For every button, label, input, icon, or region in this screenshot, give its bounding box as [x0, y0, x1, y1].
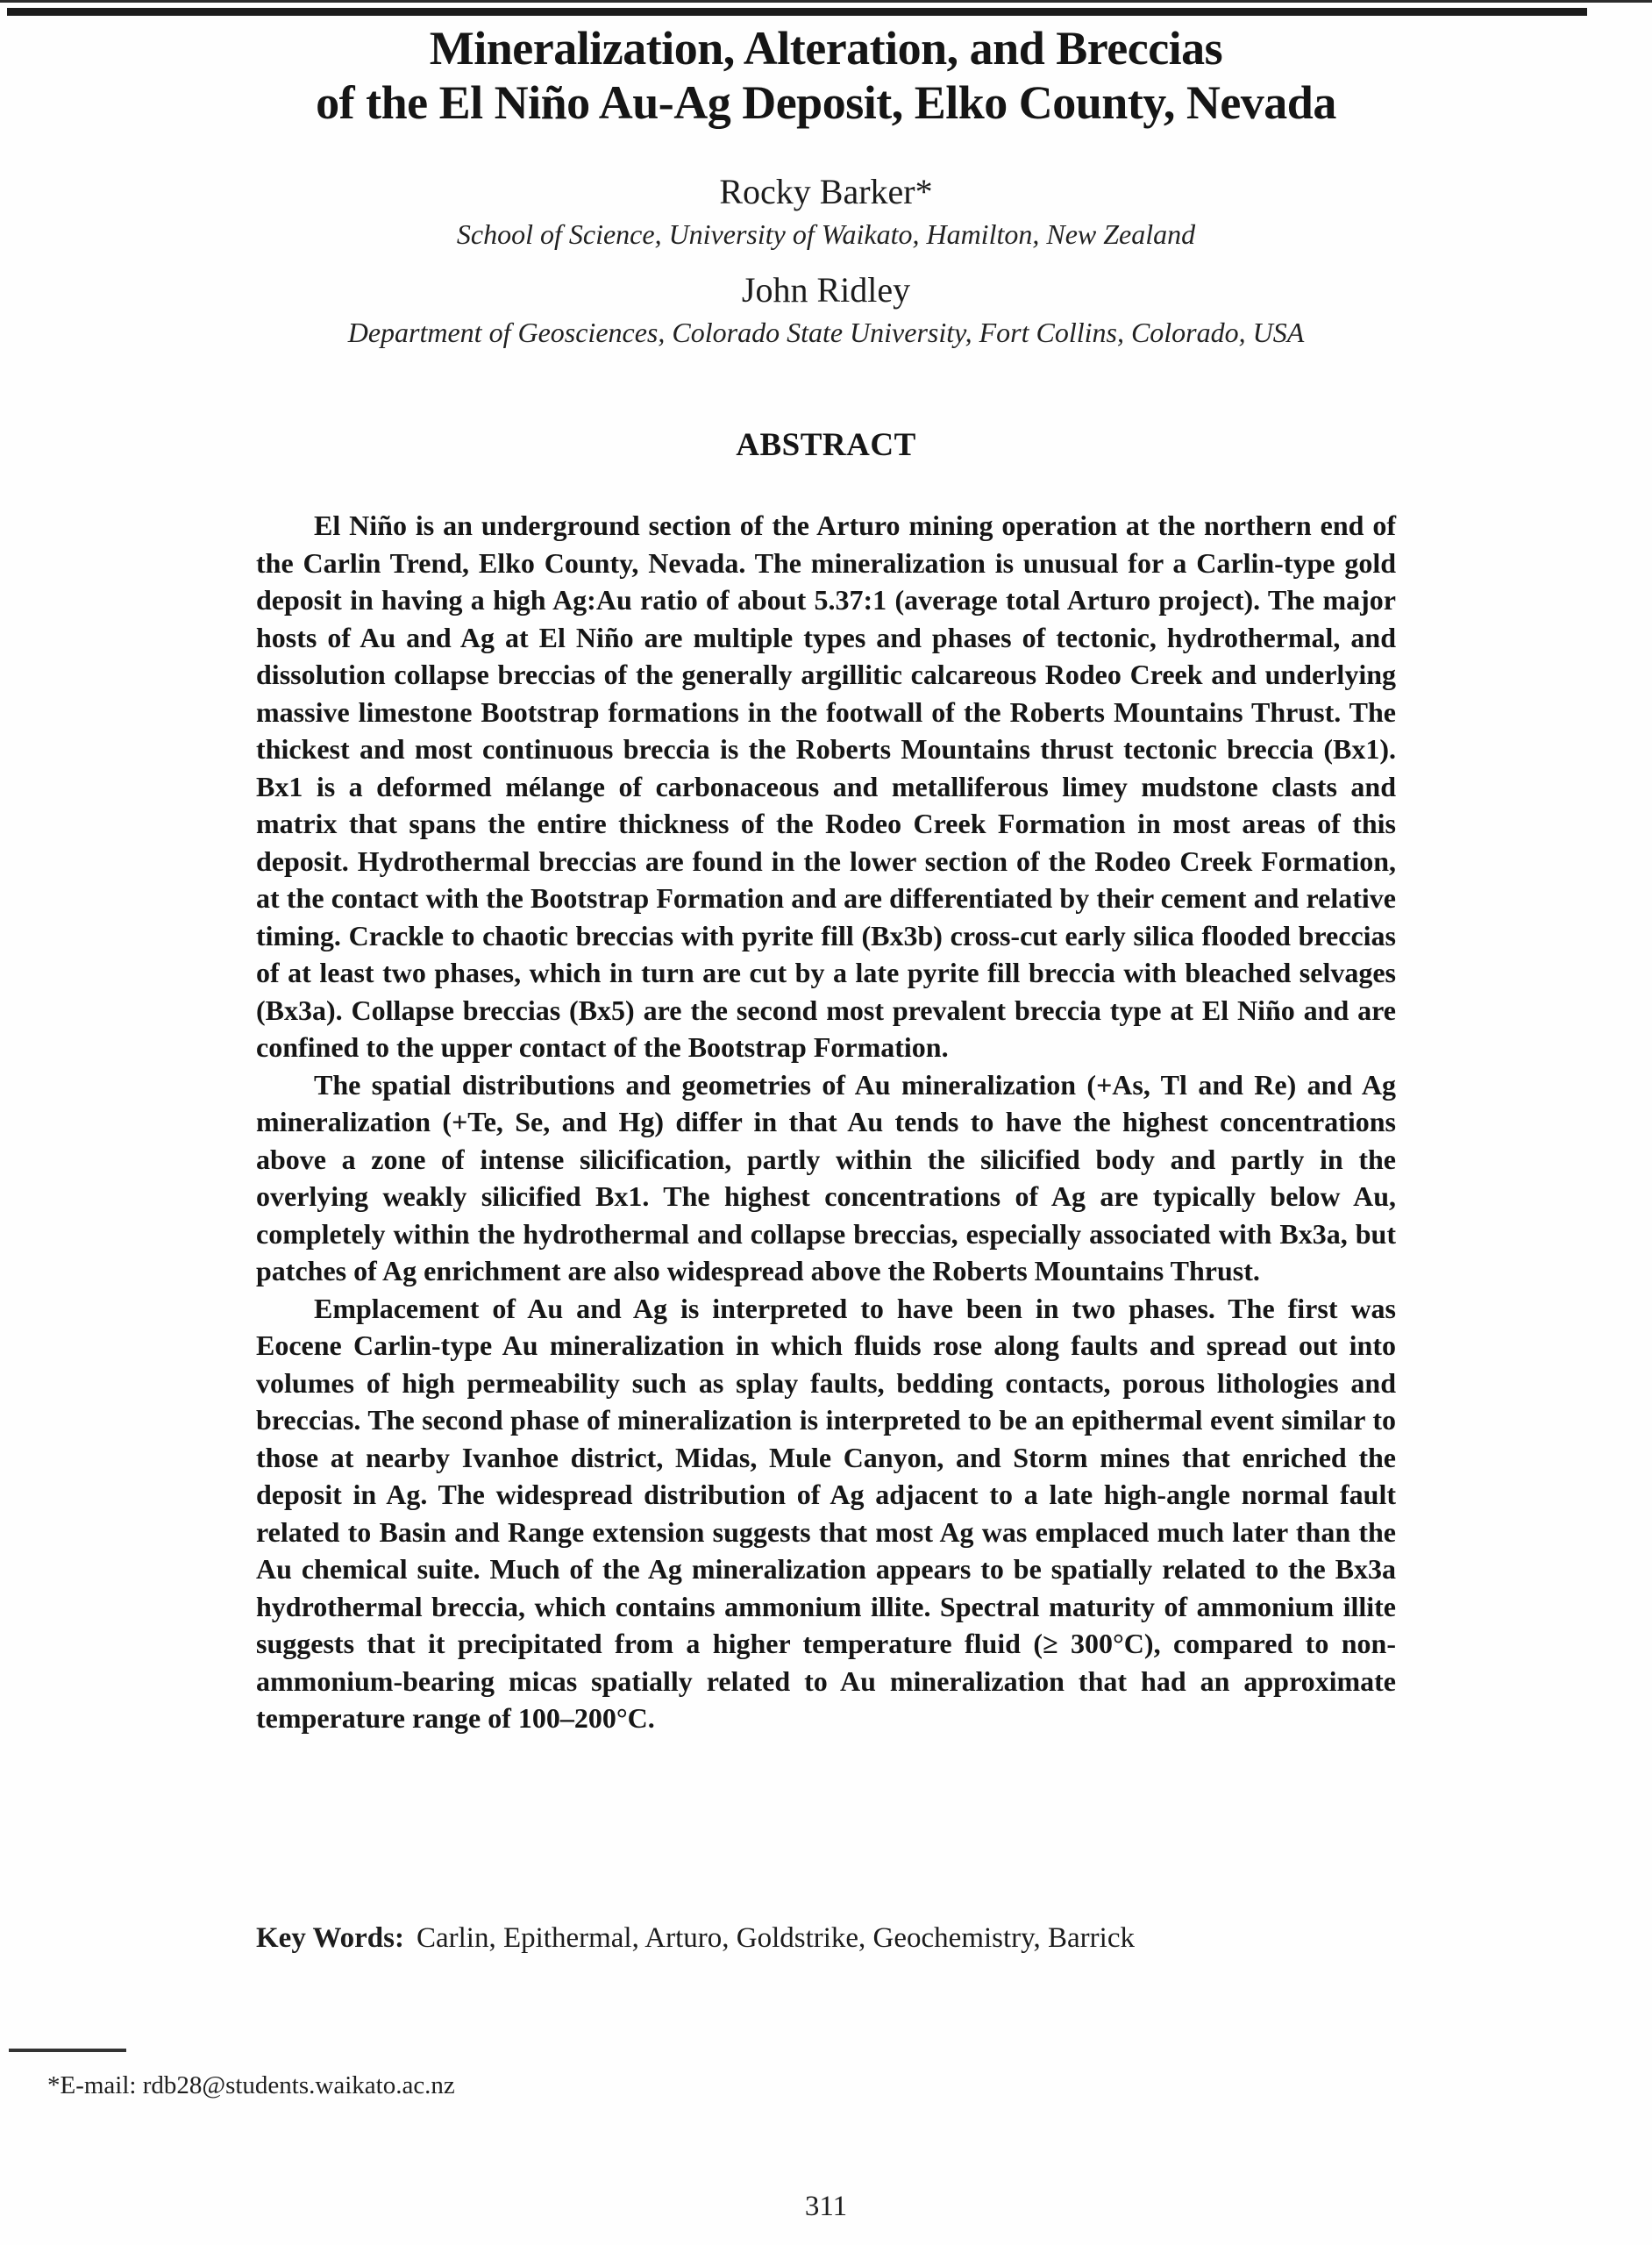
- abstract-body: [256, 507, 1396, 1737]
- page-number: 311: [804, 2191, 848, 2222]
- abstract-paragraph-1: El Niño is an underground section of the Arturo mining operation at the northern end of the Carlin Trend, Elko County, Nevada. The mineralization is unusual for a Carlin-type gold deposit in having a high Ag:Au ratio of about 5.37:1 (average total Arturo project). The major hosts of Au and Ag at El Niño are multiple types and phases of tectonic, hydrothermal, and dissolution collapse breccias of the generally argillitic calcareous Rodeo Creek and underlying massive limestone Bootstrap formations in the footwall of the Roberts Mountains Thrust. The thickest and most continuous breccia is the Roberts Mountains thrust tectonic breccia (Bx1). Bx1 is a deformed mélange of carbonaceous and metalliferous limey mudstone clasts and matrix that spans the entire thickness of the Rodeo Creek Formation in most areas of this deposit. Hydrothermal breccias are found in the lower section of the Rodeo Creek Formation, at the contact with the Bootstrap Formation and are differentiated by their cement and relative timing. Crackle to chaotic breccias with pyrite fill (Bx3b) cross-cut early silica flooded breccias of at least two phases, which in turn are cut by a late pyrite fill breccia with bleached selvages (Bx3a). Collapse breccias (Bx5) are the second most prevalent breccia type at El Niño and are confined to the upper contact of the Bootstrap Formation.: [256, 510, 1396, 1063]
- abstract-paragraph-3: Emplacement of Au and Ag is interpreted to have been in two phases. The first was Eocene Carlin-type Au mineralization in which fluids rose along faults and spread out into volumes of high permeability such as splay faults, bedding contacts, porous lithologies and breccias. The second phase of mineralization is interpreted to be an epithermal event similar to those at nearby Ivanhoe district, Midas, Mule Canyon, and Storm mines that enriched the deposit in Ag. The widespread distribution of Ag adjacent to a late high-angle normal fault related to Basin and Range extension suggests that most Ag was emplaced much later than the Au chemical suite. Much of the Ag mineralization appears to be spatially related to the Bx3a hydrothermal breccia, which contains ammonium illite. Spectral maturity of ammonium illite suggests that it precipitated from a higher temperature fluid (≥ 300°C), compared to non-ammonium-bearing micas spatially related to Au mineralization that had an approximate temperature range of 100–200°C.: [256, 1292, 1396, 1734]
- abstract-paragraph-2: The spatial distributions and geometries of Au mineralization (+As, Tl and Re) and Ag mineralization (+Te, Se, and Hg) differ in that Au tends to have the highest concentrations above a zone of intense silicification, partly within the silicified body and partly in the overlying weakly silicified Bx1. The highest concentrations of Ag are typically below Au, completely within the hydrothermal and collapse breccias, especially associated with Bx3a, but patches of Ag enrichment are also widespread above the Roberts Mountains Thrust.: [256, 1068, 1396, 1286]
- paper-title: [0, 21, 1652, 130]
- paper-title-line1: Mineralization, Alteration, and Breccias: [429, 22, 1223, 75]
- top-rule-thick: [7, 8, 1587, 16]
- abstract-heading: ABSTRACT: [736, 427, 916, 463]
- author-affiliation-1: School of Science, University of Waikato, Hamilton, New Zealand: [456, 218, 1196, 250]
- author-name-2: John Ridley: [741, 270, 911, 310]
- paper-title-line2: of the El Niño Au-Ag Deposit, Elko County, Nevada: [316, 76, 1336, 129]
- keywords-value: Carlin, Epithermal, Arturo, Goldstrike, Geochemistry, Barrick: [416, 1922, 1135, 1954]
- footnote-email: *E-mail: rdb28@students.waikato.ac.nz: [47, 2071, 455, 2099]
- footnote-rule: [9, 2049, 126, 2052]
- keywords-line: [256, 1922, 1135, 1955]
- author-name-1: Rocky Barker*: [719, 172, 933, 211]
- top-rule-thin: [0, 0, 1652, 3]
- author-affiliation-2: Department of Geosciences, Colorado State University, Fort Collins, Colorado, USA: [347, 317, 1305, 348]
- keywords-label: Key Words:: [256, 1922, 404, 1954]
